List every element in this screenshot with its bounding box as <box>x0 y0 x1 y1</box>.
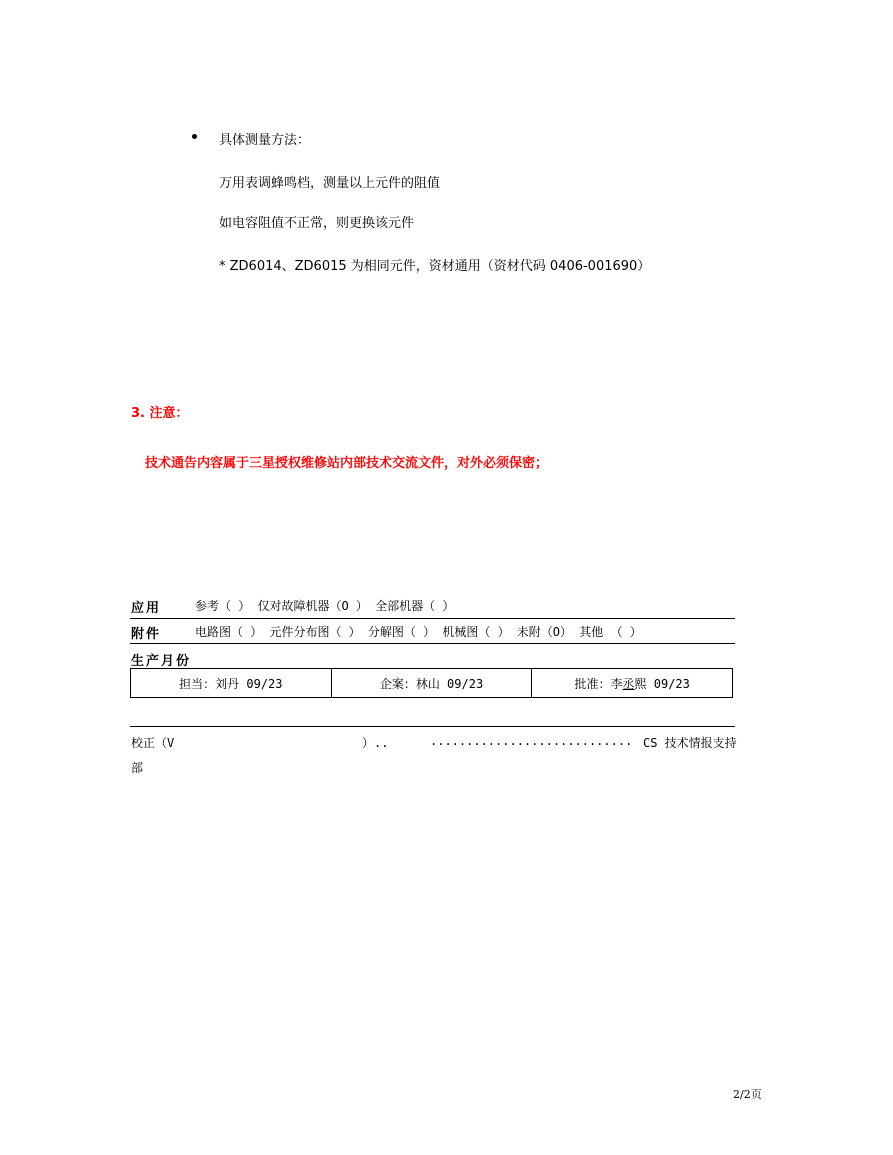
method-line-3: * ZD6014、ZD6015 为相同元件，资材通用（资材代码 0406-001690） <box>219 259 651 274</box>
attach-options: 电路图（ ） 元件分布图（ ） 分解图（ ） 机械图（ ） 未附（O） 其他 （ ） <box>195 625 642 639</box>
divider-3 <box>130 726 735 727</box>
bullet-dot <box>192 134 197 139</box>
divider-2 <box>130 643 735 644</box>
page-number: 2/2页 <box>733 1088 762 1101</box>
signer-cell-1 <box>131 669 331 697</box>
apply-label: 应用 <box>131 601 162 616</box>
signer-cell-2 <box>331 669 532 697</box>
method-heading: 具体测量方法： <box>219 133 311 148</box>
signer-cell-3 <box>531 669 732 697</box>
proof-left: 校正（V <box>131 736 175 750</box>
signer-2: 企案：林山 09/23 <box>379 676 484 691</box>
divider-1 <box>130 618 735 619</box>
notice-text: 技术通告内容属于三星授权维修站内部技术交流文件，对外必须保密； <box>145 456 549 471</box>
signer-3-under: 丞 <box>622 676 635 691</box>
apply-options: 参考（ ） 仅对故障机器（O ） 全部机器（ ） <box>195 599 455 613</box>
proof-dots: ............................ <box>430 734 633 748</box>
attach-label: 附件 <box>131 627 162 642</box>
signer-1: 担当：刘丹 09/23 <box>179 676 283 691</box>
signature-table <box>130 668 733 698</box>
month-label: 生产月份 <box>131 654 192 669</box>
method-line-2: 如电容阻值不正常，则更换该元件 <box>219 216 415 231</box>
signer-3-pre: 批准：李 <box>574 676 623 691</box>
method-line-1: 万用表调蜂鸣档，测量以上元件的阻值 <box>219 176 441 191</box>
proof-dept: CS 技术情报支持 <box>643 736 737 750</box>
signer-3-post: 熙 09/23 <box>634 676 690 691</box>
proof-dept-cont: 部 <box>131 761 144 775</box>
notice-heading: 3. 注意： <box>131 406 189 421</box>
proof-mid: ）.. <box>362 736 389 750</box>
